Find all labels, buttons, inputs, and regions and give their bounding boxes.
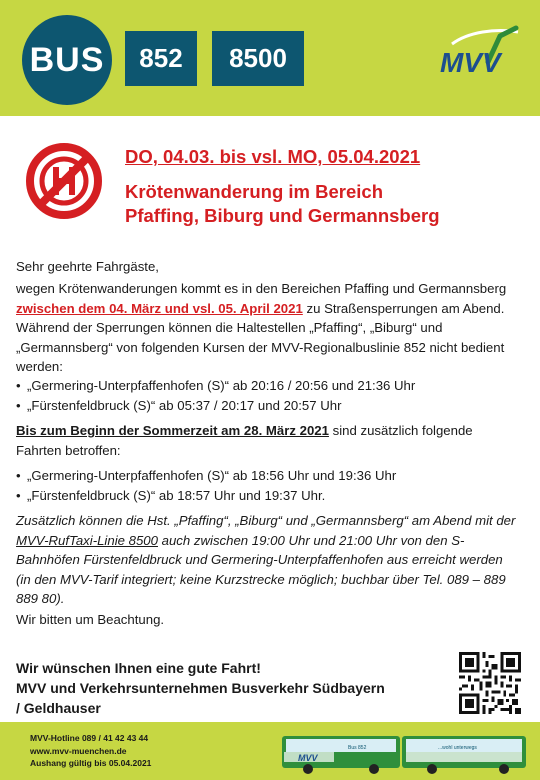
p3-text-after: auch zwischen 19:00 Uhr und 21:00 Uhr von den S-Bahnhöfen Fürstenfeldbruck und Germering-Unterpfaffenhofen aus erreicht werden (in den MVV-Tarif integriert; keine Kurzstrecke möglich; buchbar über Tel. 089 – 889 889 80). xyxy=(16,532,506,606)
paragraph-attention: Wir bitten um Beachtung. xyxy=(16,612,165,627)
notice-title-line2: Pfaffing, Biburg und Germannsberg xyxy=(125,205,440,226)
p1-text-before: wegen Krötenwanderungen kommt es in den Bereichen Pfaffing und Germannsberg xyxy=(16,281,507,296)
list-item: • „Fürstenfeldbruck (S)“ ab 18:57 Uhr und 19:37 Uhr. xyxy=(16,486,516,506)
closing-operator: MVV und Verkehrsunternehmen Busverkehr Südbayern xyxy=(16,680,385,696)
greeting: Sehr geehrte Fahrgäste, xyxy=(16,259,159,274)
p2-text-after: sind zusätzlich folgende Fahrten betroffen: xyxy=(16,423,473,458)
list-item: • „Fürstenfeldbruck (S)“ ab 05:37 / 20:17 und 20:57 Uhr xyxy=(16,396,516,416)
p1-text-after: zu Straßensperrungen am Abend. Während der Sperrungen können die Haltestellen „Pfaffing“, „Biburg“ und „Germannsberg“ von folgenden Kursen der MVV-Regionalbuslinie 852 nicht bedient werden: xyxy=(16,300,505,374)
paragraph-summertime xyxy=(16,421,516,460)
bus-sign-right: ...wohl unterwegs xyxy=(438,745,477,751)
no-bus-stop-icon xyxy=(24,141,104,221)
p3-text-before: Zusätzlich können die Hst. „Pfaffing“, „Biburg“ und „Germannsberg“ am Abend mit der xyxy=(16,513,516,528)
bus-badge: BUS xyxy=(22,15,112,105)
bus-illustration xyxy=(282,730,526,776)
notice-title xyxy=(125,180,440,228)
list-item: • „Germering-Unterpfaffenhofen (S)“ ab 20:16 / 20:56 und 21:36 Uhr xyxy=(16,376,516,396)
summertime-deadline: Bis zum Beginn der Sommerzeit am 28. März 2021 xyxy=(16,423,329,438)
bus-mvv-logo: MVV xyxy=(298,753,318,763)
date-range-heading: DO, 04.03. bis vsl. MO, 05.04.2021 xyxy=(125,146,421,167)
bus-sign-left: Bus 852 xyxy=(348,745,367,751)
qr-code-icon[interactable] xyxy=(459,652,521,714)
validity-note: Aushang gültig bis 05.04.2021 xyxy=(30,758,152,768)
additional-trips-list xyxy=(16,466,516,505)
closing-block xyxy=(16,658,456,718)
closing-wish: Wir wünschen Ihnen eine gute Fahrt! xyxy=(16,660,261,676)
ruftaxi-line: MVV-RufTaxi-Linie 8500 xyxy=(16,532,158,548)
website-link[interactable]: www.mvv-muenchen.de xyxy=(30,745,127,756)
list-item: • „Germering-Unterpfaffenhofen (S)“ ab 18:56 Uhr und 19:36 Uhr xyxy=(16,466,516,486)
mvv-logo-text: MVV xyxy=(440,47,501,78)
closure-period: zwischen dem 04. März und vsl. 05. April 2021 xyxy=(16,300,303,316)
notice-title-line1: Krötenwanderung im Bereich xyxy=(125,181,384,202)
footer-info xyxy=(30,732,151,770)
header-bar xyxy=(0,0,540,116)
closing-operator-2: / Geldhauser xyxy=(16,700,101,716)
hotline: MVV-Hotline 089 / 41 42 43 44 xyxy=(30,733,149,743)
affected-trips-list xyxy=(16,376,516,415)
line-8500-badge: 8500 xyxy=(212,31,304,86)
paragraph-ruftaxi xyxy=(16,511,516,609)
mvv-logo xyxy=(438,22,522,80)
line-852-badge: 852 xyxy=(125,31,197,86)
paragraph-closures xyxy=(16,279,516,377)
